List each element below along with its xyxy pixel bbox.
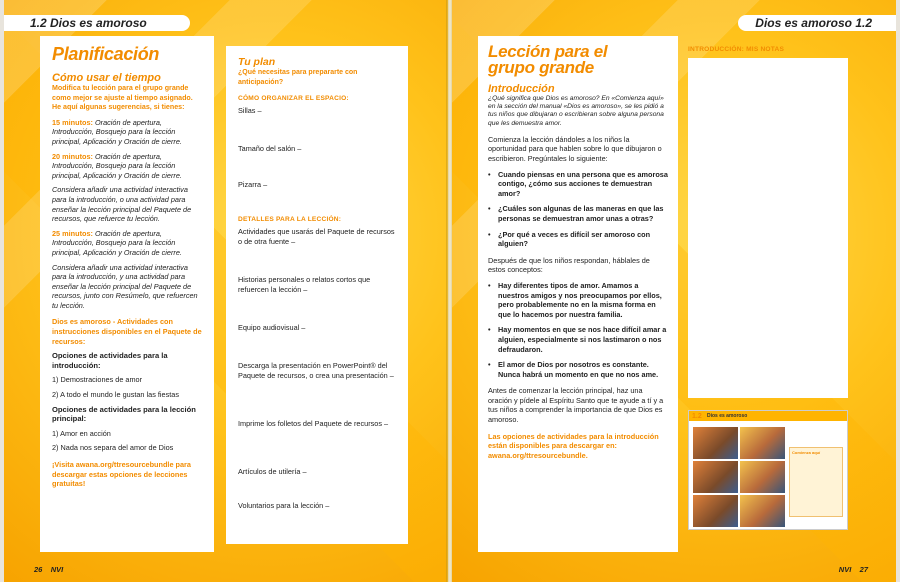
- field-av-equipment[interactable]: Equipo audiovisual –: [238, 323, 306, 333]
- visit-link[interactable]: ¡Visita awana.org/ttresourcebundle para descargar estas opciones de lecciones gratuitas!: [52, 460, 191, 489]
- time-intro: Modifica tu lección para el grupo grande como mejor se ajuste al tiempo asignado. He aquí algunas sugerencias, si tienes:: [52, 84, 193, 112]
- question-1: • Cuando piensas en una persona que es amorosa contigo, ¿cómo sus acciones te demuestran amor?: [488, 170, 668, 199]
- plan-question: ¿Qué necesitas para prepararte con anticipación?: [238, 69, 358, 86]
- options-note[interactable]: Las opciones de actividades para la introducción están disponibles para descargar en: awana.org/ttresourcebundle.: [488, 431, 659, 460]
- time-subtitle: Cómo usar el tiempo: [52, 72, 161, 84]
- field-props[interactable]: Artículos de utilería –: [238, 467, 307, 477]
- notes-heading: INTRODUCCIÓN: MIS NOTAS: [688, 46, 785, 53]
- concept-1: • Hay diferentes tipos de amor. Amamos a nuestros amigos y nos preocupamos por ellos, pero probablemente no en la misma forma en que lo hacemos por nuestra familia.: [488, 281, 668, 319]
- plan-title: Tu plan: [238, 56, 276, 68]
- paragraph-3: Antes de comenzar la lección principal, haz una oración y pídele al Espíritu Santo que te ayude a tí y a tus niños a comprender la importancia de que Dios es amoroso.: [488, 386, 664, 425]
- thumbnail-number: 1.2: [692, 413, 702, 420]
- left-version: NVI: [50, 565, 64, 574]
- intro-options-heading: Opciones de actividades para la introducción:: [52, 351, 168, 370]
- option-25-note: Considera añadir una actividad interactiva para la introducción, y una actividad para enseñar la lección principal del Paquete de recursos, junto con Resúmelo, que refuercen tu lección.: [52, 262, 198, 310]
- comic-panel: [693, 461, 738, 493]
- field-board[interactable]: Pizarra –: [238, 180, 268, 190]
- paragraph-2: Después de que los niños respondan, háblales de estos conceptos:: [488, 255, 650, 275]
- main-options-heading: Opciones de actividades para la lección principal:: [52, 404, 196, 424]
- intro-option-1: 1) Demostraciones de amor: [52, 375, 143, 385]
- comic-panel: [693, 427, 738, 459]
- left-footer: [34, 565, 63, 574]
- concept-list: [488, 281, 668, 379]
- left-header-text: 1.2 Dios es amoroso: [30, 16, 147, 30]
- field-handouts[interactable]: Imprime los folletos del Paquete de recursos –: [238, 419, 389, 429]
- option-20: 20 minutos: Oración de apertura, Introducción, Bosquejo para la lección principal, Aplicación y Oración de cierre.: [52, 151, 182, 180]
- activities-heading: Dios es amoroso - Actividades con instrucciones disponibles en el Paquete de recursos:: [52, 317, 202, 346]
- details-heading: DETALLES PARA LA LECCIÓN:: [238, 216, 342, 224]
- question-2: • ¿Cuáles son algunas de las maneras en que las personas se demuestran amor unas a otras?: [488, 204, 668, 223]
- question-list: [488, 170, 668, 249]
- thumbnail-start-box: Comienza aquí: [789, 447, 843, 517]
- field-room-size[interactable]: Tamaño del salón –: [238, 144, 302, 154]
- field-volunteers[interactable]: Voluntarios para la lección –: [238, 501, 330, 511]
- right-version: NVI: [838, 565, 852, 574]
- recap-text: ¿Qué significa que Dios es amoroso? En «Comienza aquí» en la sección del manual «Dios es amoroso», se les pidió a tus niños que dibujaran o escribieran sobre alguna persona que les demuestra amor.: [488, 95, 664, 127]
- right-page: [452, 0, 896, 582]
- main-option-2: 2) Nada nos separa del amor de Dios: [52, 443, 174, 453]
- right-header-text: Dios es amoroso 1.2: [755, 16, 872, 30]
- field-stories[interactable]: Historias personales o relatos cortos que refuercen la lección –: [238, 275, 371, 294]
- comic-panel: [740, 495, 785, 527]
- notes-box[interactable]: [688, 58, 848, 398]
- field-activities[interactable]: Actividades que usarás del Paquete de recursos o de otra fuente –: [238, 227, 395, 246]
- thumbnail-header: Dios es amoroso: [689, 411, 847, 421]
- comic-panel: [740, 461, 785, 493]
- right-page-number: 27: [859, 565, 868, 574]
- intro-subtitle: Introducción: [488, 83, 555, 95]
- lesson-title: Lección para el grupo grande: [488, 42, 608, 77]
- option-20-note: Considera añadir una actividad interactiva para la introducción, o una actividad para enseñar la lección principal del Paquete de recursos, que refuerce tu lección.: [52, 185, 192, 224]
- left-page: [4, 0, 448, 582]
- concept-3: • El amor de Dios por nosotros es constante. Nunca habrá un momento en que no nos ame.: [488, 360, 668, 379]
- intro-option-2: 2) A todo el mundo le gustan las fiestas: [52, 390, 179, 400]
- comic-panel: [693, 495, 738, 527]
- left-page-number: 26: [34, 565, 43, 574]
- field-powerpoint[interactable]: Descarga la presentación en PowerPoint® del Paquete de recursos, o crea una presentación –: [238, 361, 394, 380]
- space-heading: CÓMO ORGANIZAR EL ESPACIO:: [238, 95, 349, 103]
- lesson-card: [478, 36, 678, 552]
- planning-card: [40, 36, 214, 552]
- comic-panel: [740, 427, 785, 459]
- planning-title: Planificación: [52, 44, 160, 64]
- paragraph-1: Comienza la lección dándoles a los niños la oportunidad para que hablen sobre lo que dibujaron o escribieron. Pregúntales lo siguiente:: [488, 134, 662, 163]
- concept-2: • Hay momentos en que se nos hace difícil amar a alguien, especialmente si nos lastimaron o nos defraudaron.: [488, 325, 668, 354]
- option-25: 25 minutos: Oración de apertura, Introducción, Bosquejo para la lección principal, Aplicación y Oración de cierre.: [52, 228, 182, 257]
- plan-card: [226, 46, 408, 544]
- right-header-tab: [738, 15, 896, 31]
- question-3: • ¿Por qué a veces es difícil ser amoroso con alguien?: [488, 230, 668, 249]
- option-15: 15 minutos: Oración de apertura, Introducción, Bosquejo para la lección principal, Aplicación y Oración de cierre.: [52, 117, 182, 146]
- field-chairs[interactable]: Sillas –: [238, 106, 262, 116]
- manual-page-thumbnail: [688, 410, 848, 530]
- main-option-1: 1) Amor en acción: [52, 428, 111, 438]
- comic-panels: [693, 427, 785, 527]
- left-header-tab: [4, 15, 190, 31]
- right-footer: [839, 565, 868, 574]
